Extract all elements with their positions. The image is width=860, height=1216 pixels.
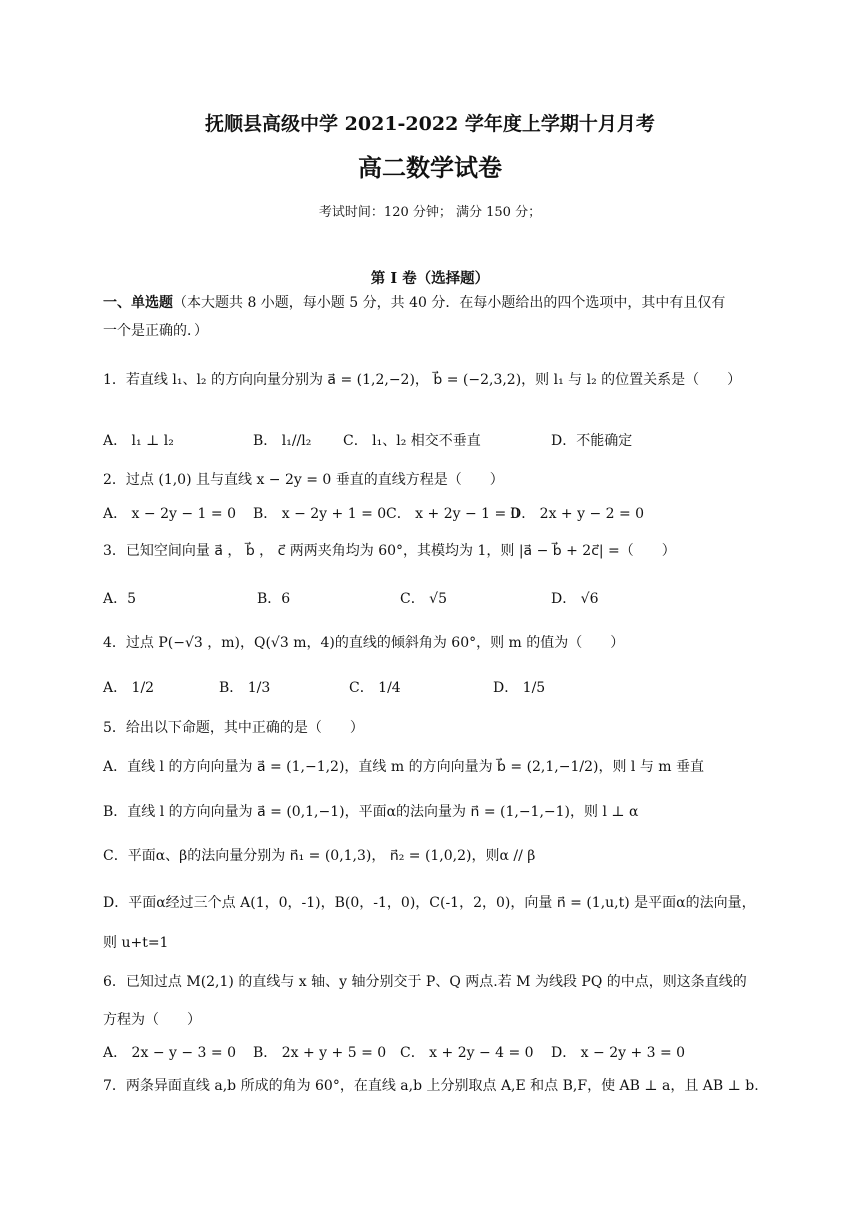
question-2-stem: 2．过点 (1,0) 且与直线 x − 2y = 0 垂直的直线方程是（ ） — [103, 472, 504, 488]
q1-option-d: D．不能确定 — [551, 433, 633, 449]
question-6-stem: 6．已知过点 M(2,1) 的直线与 x 轴、y 轴分别交于 P、Q 两点.若 M 为线段 PQ 的中点，则这条直线的 — [103, 974, 747, 990]
part-description-cont: 一个是正确的．） — [103, 323, 208, 339]
q3-option-c: C． √5 — [400, 591, 447, 607]
part-intro — [103, 293, 780, 313]
question-3-options — [103, 588, 780, 610]
question-3-stem: 3．已知空间向量 a⃗ ， b⃗ ， c⃗ 两两夹角均为 60°，其模均为 1，则 |a⃗ − b⃗ + 2c⃗| =（ ） — [103, 543, 676, 559]
q6-option-d: D． x − 2y + 3 = 0 — [551, 1045, 686, 1061]
q3-option-a: A．5 — [103, 591, 137, 607]
section-title: 第 I 卷（选择题） — [370, 270, 490, 287]
question-1-stem: 1．若直线 l₁、l₂ 的方向向量分别为 a⃗ = (1,2,−2)， b⃗ = (−2,3,2)，则 l₁ 与 l₂ 的位置关系是（ ） — [103, 372, 742, 388]
q1-option-c: C． l₁、l₂ 相交不垂直 — [343, 433, 481, 449]
part-description: （本大题共 8 小题，每小题 5 分，共 40 分．在每小题给出的四个选项中，其中有且仅有 — [173, 295, 726, 311]
q4-option-c: C． 1/4 — [349, 680, 401, 696]
q6-option-b: B． 2x + y + 5 = 0 — [253, 1045, 387, 1061]
question-7-stem: 7．两条异面直线 a,b 所成的角为 60°，在直线 a,b 上分别取点 A,E 和点 B,F，使 AB ⊥ a，且 AB ⊥ b. — [103, 1078, 759, 1094]
q1-option-a: A． l₁ ⊥ l₂ — [103, 433, 174, 449]
q4-option-b: B． 1/3 — [219, 680, 271, 696]
question-5-stem: 5．给出以下命题，其中正确的是（ ） — [103, 720, 364, 736]
question-6-stem-cont: 方程为（ ） — [103, 1012, 201, 1028]
q6-option-a: A． 2x − y − 3 = 0 — [103, 1045, 236, 1061]
q2-option-b: B． x − 2y + 1 = 0 — [253, 506, 387, 522]
q5-option-d-cont: 则 u+t=1 — [103, 935, 169, 951]
q5-option-d: D．平面α经过三个点 A(1，0，-1)，B(0，-1，0)，C(-1，2，0)，向量 n⃗ = (1,u,t) 是平面α的法向量， — [103, 895, 756, 911]
question-4-stem: 4．过点 P(−√3 ，m)，Q(√3 m，4)的直线的倾斜角为 60°，则 m 的值为（ ） — [103, 635, 625, 651]
question-4-options — [103, 677, 780, 699]
q3-option-d: D． √6 — [551, 591, 599, 607]
school-title: 抚顺县高级中学 2021-2022 学年度上学期十月月考 — [205, 113, 655, 135]
q2-option-a: A． x − 2y − 1 = 0 — [103, 506, 236, 522]
exam-info: 考试时间：120 分钟； 满分 150 分； — [318, 205, 542, 220]
q6-option-c: C． x + 2y − 4 = 0 — [400, 1045, 534, 1061]
q2-option-d: D． 2x + y − 2 = 0 — [510, 506, 645, 522]
question-6-options — [103, 1042, 780, 1064]
question-2-options — [103, 503, 780, 525]
q5-option-c: C．平面α、β的法向量分别为 n⃗₁ = (0,1,3)， n⃗₂ = (1,0,2)，则α // β — [103, 848, 536, 864]
q5-option-a: A．直线 l 的方向向量为 a⃗ = (1,−1,2)，直线 m 的方向向量为 b⃗ = (2,1,−1/2)，则 l 与 m 垂直 — [103, 759, 705, 775]
q1-option-b: B． l₁//l₂ — [253, 433, 312, 449]
part-label: 一、单选题 — [103, 295, 173, 311]
q4-option-d: D． 1/5 — [493, 680, 546, 696]
q2-option-c: C． x + 2y − 1 = 0 — [386, 506, 520, 522]
q3-option-b: B．6 — [257, 591, 291, 607]
question-1-options — [103, 430, 780, 452]
q4-option-a: A． 1/2 — [103, 680, 155, 696]
paper-title: 高二数学试卷 — [358, 153, 502, 182]
q5-option-b: B．直线 l 的方向向量为 a⃗ = (0,1,−1)，平面α的法向量为 n⃗ = (1,−1,−1)，则 l ⊥ α — [103, 804, 639, 820]
